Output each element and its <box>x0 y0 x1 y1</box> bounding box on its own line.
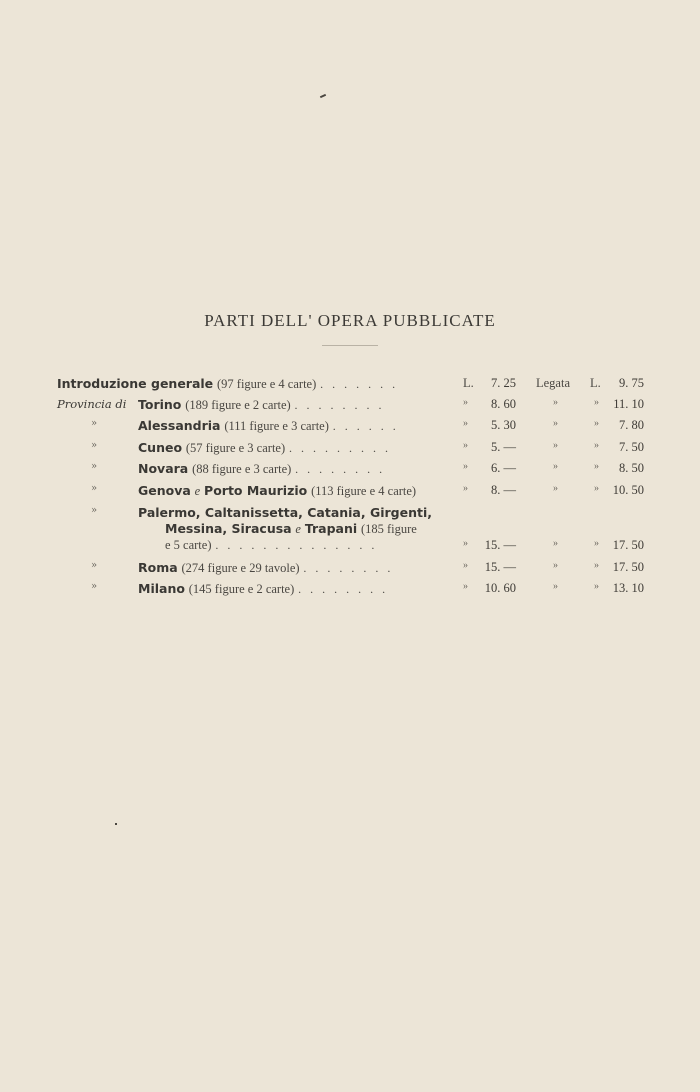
ditto-mark: » <box>463 440 468 451</box>
price-bound: 13. 10 <box>612 581 644 595</box>
price-bound: 11. 10 <box>613 397 644 411</box>
entry-description <box>138 440 463 456</box>
ditto-mark: » <box>463 418 468 429</box>
entry-title: Torino <box>138 397 182 412</box>
entry-description <box>138 483 463 499</box>
list-item <box>0 560 700 578</box>
currency-label: L. <box>463 376 474 390</box>
page-title: PARTI DELL' OPERA PUBBLICATE <box>204 311 496 330</box>
leader-dots: . . . . . . . . <box>303 561 394 575</box>
entry-title: Alessandria <box>138 418 221 433</box>
entry-description <box>57 376 461 392</box>
price-bound: 7. 80 <box>619 418 644 432</box>
entry-detail: (145 figure e 2 carte) <box>188 582 295 596</box>
ditto-mark: » <box>594 397 599 408</box>
list-item <box>0 440 700 458</box>
entry-title: Porto Maurizio <box>204 483 308 498</box>
ditto-mark: » <box>463 538 468 549</box>
entry-title: Genova <box>138 483 191 498</box>
price-unbound: 5. 30 <box>491 418 516 432</box>
price-unbound: 5. — <box>491 440 516 454</box>
price-bound: 8. 50 <box>619 461 644 475</box>
ditto-mark: » <box>553 483 558 494</box>
price-unbound: 8. 60 <box>491 397 516 411</box>
ditto-mark: » <box>553 581 558 592</box>
price-bound: 17. 50 <box>612 560 644 574</box>
row-prefix: Provincia di <box>57 397 127 411</box>
ditto-mark: » <box>594 560 599 571</box>
entry-conjunction: e <box>194 484 201 498</box>
ditto-mark: » <box>553 538 558 549</box>
list-item <box>0 376 700 394</box>
price-bound: 7. 50 <box>619 440 644 454</box>
entry-title: Messina, Siracusa <box>165 521 292 536</box>
ditto-mark: » <box>463 581 468 592</box>
legata-label: Legata <box>536 376 571 390</box>
ditto-mark: » <box>553 397 558 408</box>
entry-description <box>138 461 463 477</box>
ditto-mark: » <box>91 505 98 516</box>
entry-detail: (189 figure e 2 carte) <box>185 398 291 412</box>
entry-description <box>138 581 463 597</box>
entry-title: Milano <box>138 581 185 596</box>
ditto-mark: » <box>91 418 98 429</box>
leader-dots: . . . . . . . . <box>295 462 386 476</box>
list-item <box>0 418 700 436</box>
ditto-mark: » <box>553 560 558 571</box>
entry-detail: (97 figure e 4 carte) <box>217 377 317 391</box>
ditto-mark: » <box>91 560 98 571</box>
entry-title: Cuneo <box>138 440 183 455</box>
entry-detail: (185 figure <box>360 522 417 536</box>
list-item <box>0 461 700 479</box>
entry-conjunction: e <box>295 522 301 536</box>
ditto-mark: » <box>463 461 468 472</box>
price-unbound: 6. — <box>491 461 516 475</box>
price-unbound: 7. 25 <box>491 376 516 390</box>
entry-title: Introduzione generale <box>57 376 214 391</box>
title-rule <box>322 345 378 346</box>
ditto-mark: » <box>594 440 599 451</box>
ditto-mark: » <box>91 483 98 494</box>
currency-label: L. <box>590 376 601 390</box>
entry-detail: (57 figure e 3 carte) <box>185 441 286 455</box>
ditto-mark: » <box>594 538 599 549</box>
entry-title: Palermo, Caltanissetta, Catania, Girgenti, <box>138 505 433 520</box>
list-item <box>0 483 700 501</box>
price-unbound: 10. 60 <box>484 581 516 595</box>
entry-detail: (113 figure e 4 carte) <box>311 484 417 498</box>
ditto-mark: » <box>594 418 599 429</box>
entry-title: Trapani <box>304 521 358 536</box>
entry-description <box>138 560 463 576</box>
ditto-mark: » <box>594 483 599 494</box>
ditto-mark: » <box>91 581 98 592</box>
ditto-mark: » <box>463 397 468 408</box>
ditto-mark: » <box>594 581 599 592</box>
leader-dots: . . . . . . . . . . . . . . <box>215 538 378 552</box>
entry-detail: e 5 carte) <box>165 538 212 552</box>
entry-description <box>138 418 463 434</box>
ditto-mark: » <box>463 560 468 571</box>
list-item <box>0 397 700 415</box>
price-bound: 9. 75 <box>619 376 644 390</box>
leader-dots: . . . . . . . . <box>298 582 389 596</box>
leader-dots: . . . . . . . . <box>294 398 385 412</box>
ditto-mark: » <box>594 461 599 472</box>
leader-dots: . . . . . . <box>332 419 399 433</box>
entry-description <box>138 397 463 413</box>
list-item <box>0 505 700 559</box>
ditto-mark: » <box>553 440 558 451</box>
price-bound: 10. 50 <box>612 483 644 497</box>
ditto-mark: » <box>91 440 98 451</box>
price-unbound: 8. — <box>491 483 516 497</box>
entry-detail: (111 figure e 3 carte) <box>224 419 329 433</box>
entry-description <box>165 521 463 537</box>
ink-speck <box>320 94 326 98</box>
ditto-mark: » <box>553 461 558 472</box>
ditto-mark: » <box>553 418 558 429</box>
price-bound: 17. 50 <box>612 538 644 552</box>
price-unbound: 15. — <box>484 560 516 574</box>
price-unbound: 15. — <box>484 538 516 552</box>
leader-dots: . . . . . . . <box>320 377 399 391</box>
leader-dots: . . . . . . . . . <box>288 441 391 455</box>
entry-description <box>165 538 463 553</box>
list-item <box>0 581 700 599</box>
entry-description <box>138 505 463 520</box>
entry-detail: (274 figure e 29 tavole) <box>181 561 300 575</box>
ditto-mark: » <box>91 461 98 472</box>
entry-detail: (88 figure e 3 carte) <box>192 462 292 476</box>
entry-title: Roma <box>138 560 178 575</box>
ink-speck <box>115 823 117 825</box>
entry-title: Novara <box>138 461 189 476</box>
ditto-mark: » <box>463 483 468 494</box>
